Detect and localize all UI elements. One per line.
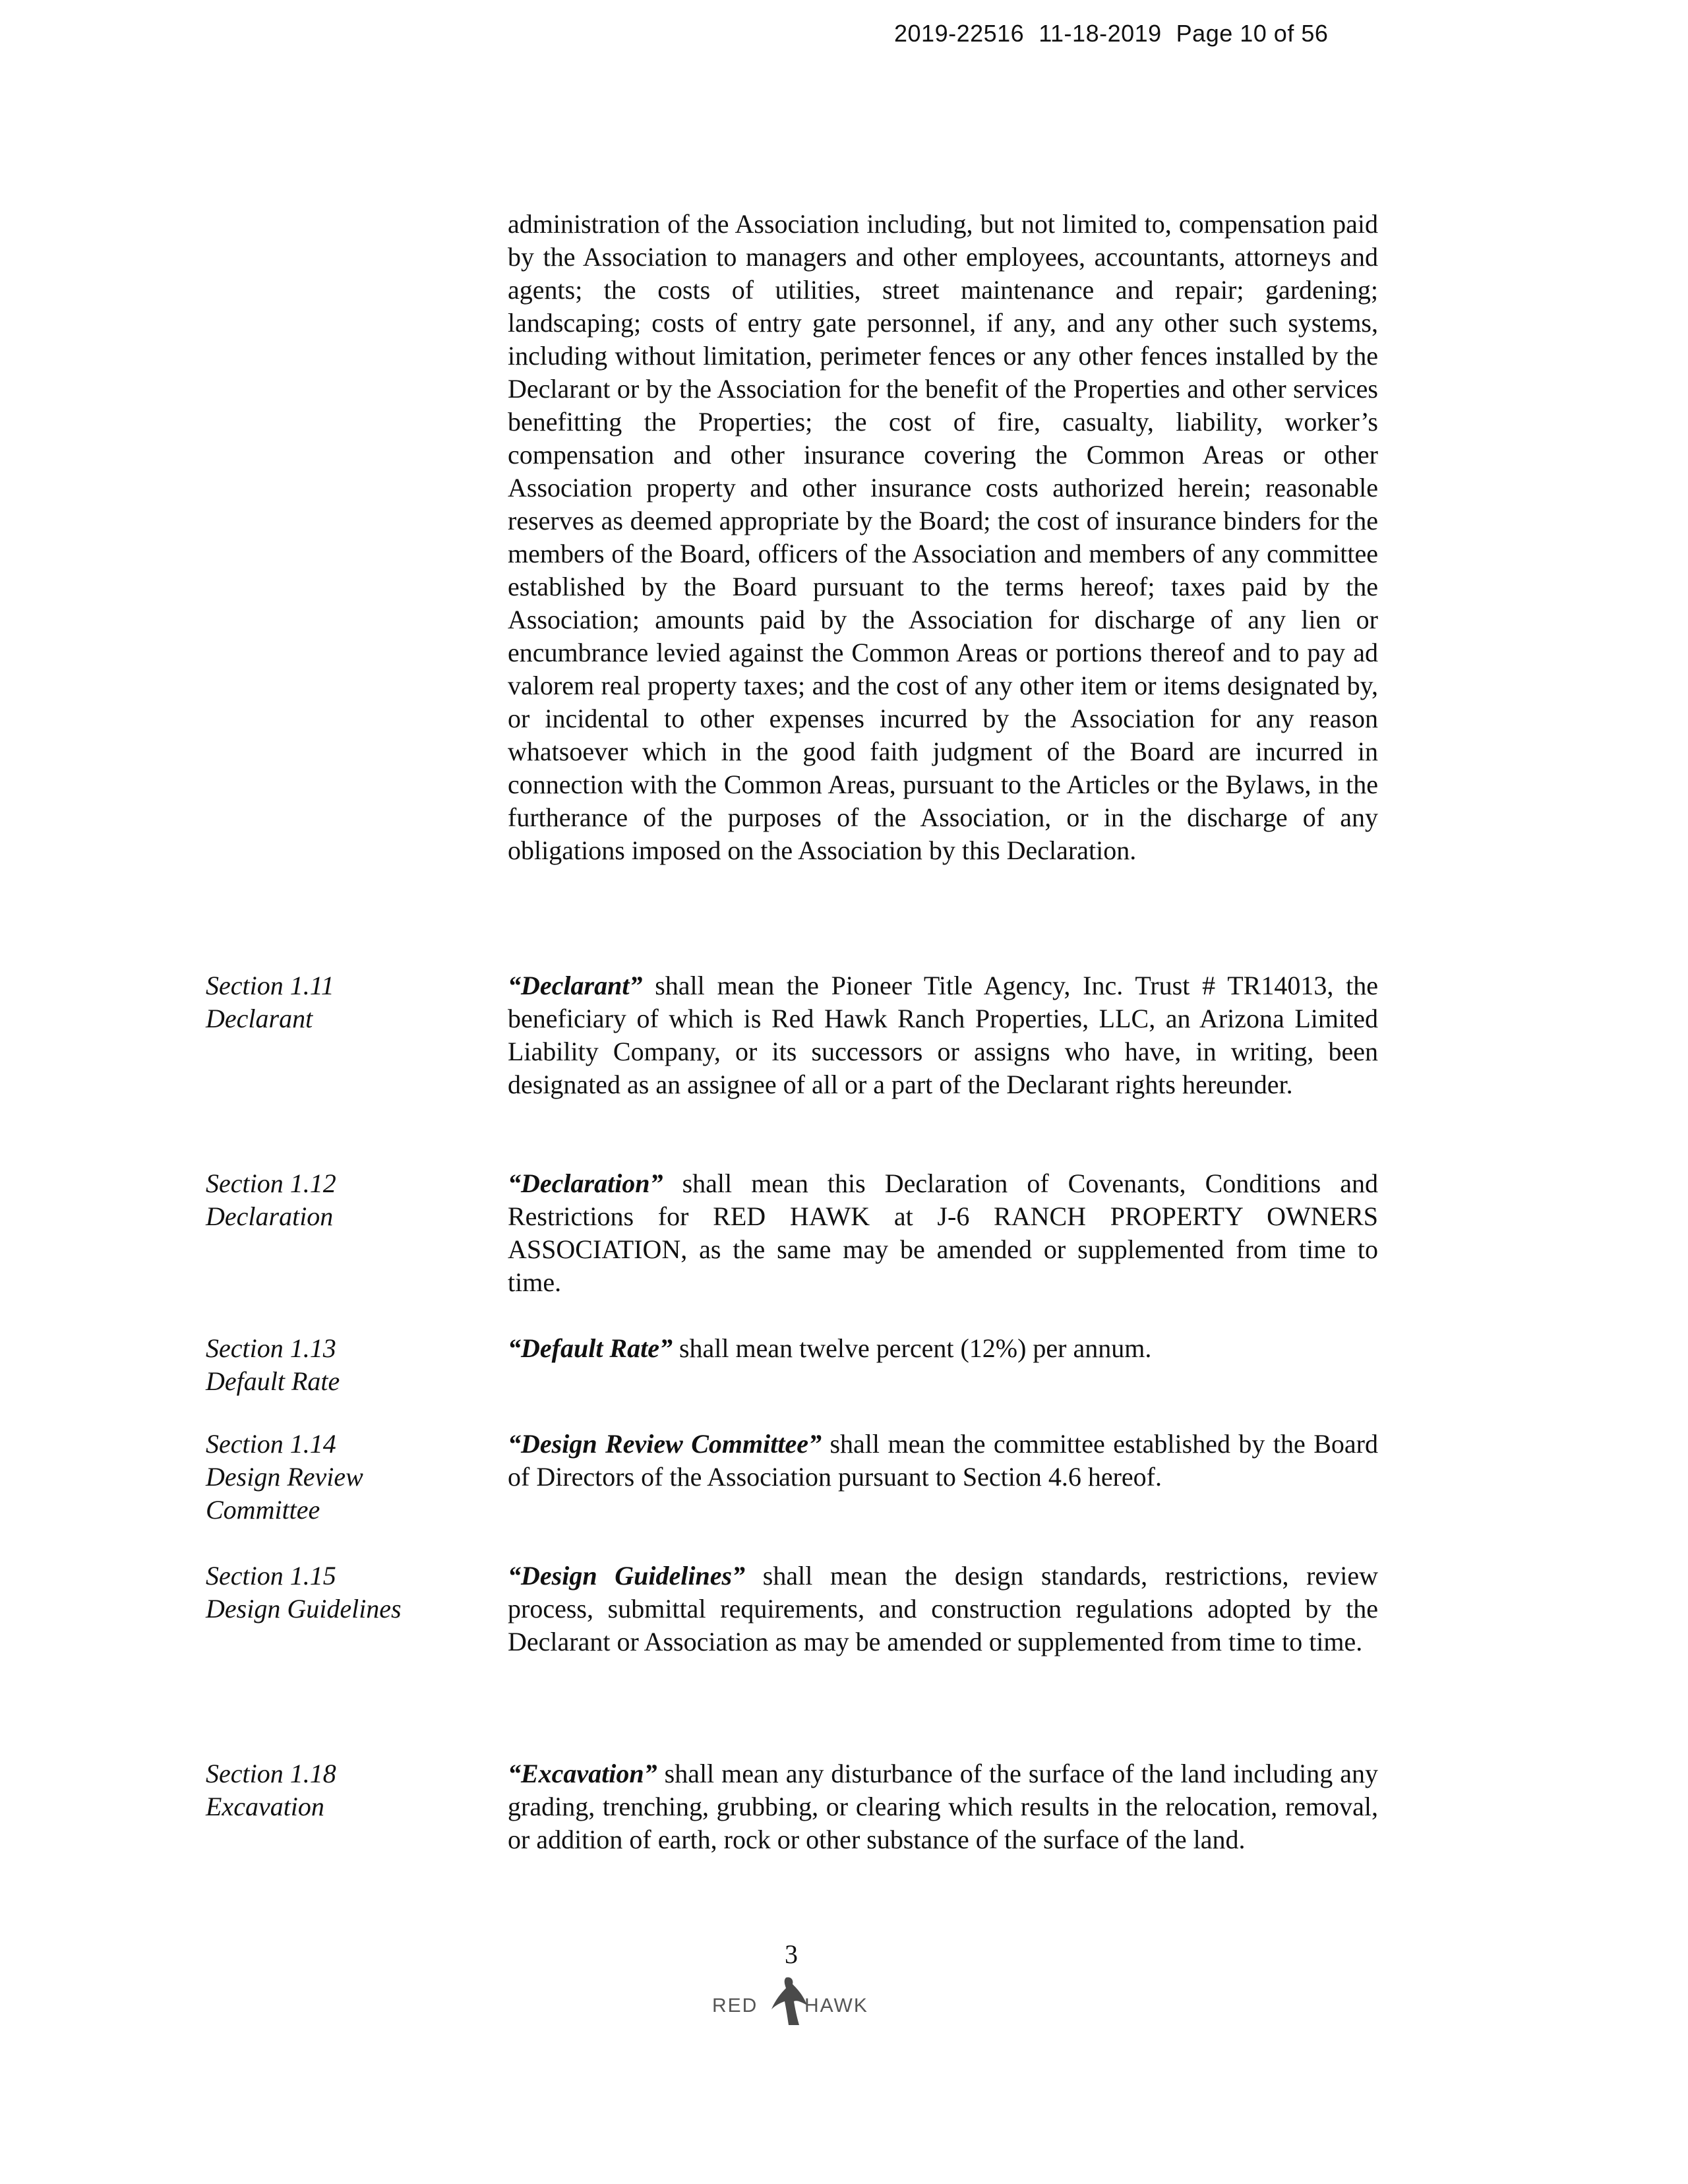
section-title: Declaration — [206, 1201, 334, 1231]
section-label — [206, 1428, 469, 1527]
defined-term: “Default Rate” — [508, 1333, 673, 1363]
defined-term: “Design Review Committee” — [508, 1429, 822, 1459]
continued-paragraph: administration of the Association including, but not limited to, compensation paid by the Association to managers and other employees, accountants, attorneys and agents; the costs of utilities, street maintenance and repair; gardening; landscaping; costs of entry gate personnel, if any, and any other such systems, including without limitation, perimeter fences or any other fences installed by the Declarant or by the Association for the benefit of the Properties and other services benefitting the Properties; the cost of fire, casualty, liability, worker’s compensation and other insurance covering the Common Areas or other Association property and other insurance costs authorized herein; reasonable reserves as deemed appropriate by the Board; the cost of insurance binders for the members of the Board, officers of the Association and members of any committee established by the Board pursuant to the terms hereof; taxes paid by the Association; amounts paid by the Association for discharge of any lien or encumbrance levied against the Common Areas or portions thereof and to pay ad valorem real property taxes; and the cost of any other item or items designated by, or incidental to other expenses incurred by the Association for any reason whatsoever which in the good faith judgment of the Board are incurred in connection with the Common Areas, pursuant to the Articles or the Bylaws, in the furtherance of the purposes of the Association, or in the discharge of any obligations imposed on the Association by this Declaration. — [508, 209, 1378, 865]
section-title: Committee — [206, 1495, 320, 1525]
section-definition — [508, 1428, 1378, 1494]
section-title: Declarant — [206, 1004, 313, 1033]
section-number: Section 1.14 — [206, 1429, 336, 1459]
recording-date: 11-18-2019 — [1039, 20, 1162, 47]
defined-term: “Design Guidelines” — [508, 1561, 746, 1591]
section-number: Section 1.15 — [206, 1561, 336, 1591]
section-definition — [508, 1332, 1378, 1365]
section-definition — [508, 1757, 1378, 1856]
section-title: Default Rate — [206, 1366, 340, 1396]
section-number: Section 1.12 — [206, 1168, 336, 1198]
section-title: Design Review — [206, 1462, 363, 1492]
section-number: Section 1.11 — [206, 971, 334, 1000]
definition-text: shall mean the design standards, restrictions, review process, submittal requirements, and construction regulations adopted by the Declarant or Association as may be amended or supplemented from time to time. — [508, 1561, 1379, 1656]
defined-term: “Excavation” — [508, 1759, 657, 1788]
defined-term: “Declaration” — [508, 1168, 663, 1198]
section-title: Design Guidelines — [206, 1594, 402, 1623]
section-number: Section 1.13 — [206, 1333, 336, 1363]
definition-text: shall mean the committee established by the Board of Directors of the Association pursuant to Section 4.6 hereof. — [508, 1429, 1378, 1492]
section-label — [206, 1560, 469, 1625]
page-count-label: Page 10 of 56 — [1176, 20, 1329, 47]
section-label — [206, 1332, 469, 1398]
section-label — [206, 1757, 469, 1823]
section-label — [206, 1167, 469, 1233]
definition-text: shall mean any disturbance of the surface of the land including any grading, trenching, grubbing, or clearing which results in the relocation, removal, or addition of earth, rock or other substance of the surface of the land. — [508, 1759, 1378, 1854]
red-hawk-logo — [712, 1975, 870, 2034]
section-definition — [508, 1167, 1378, 1299]
logo-text-left: RED — [712, 1995, 758, 2017]
section-label — [206, 969, 469, 1035]
definition-text: shall mean twelve percent (12%) per annum. — [672, 1333, 1152, 1363]
logo-text-right: HAWK — [804, 1995, 868, 2017]
defined-term: “Declarant” — [508, 971, 643, 1000]
definition-text: shall mean the Pioneer Title Agency, Inc. Trust # TR14013, the beneficiary of which is Red Hawk Ranch Properties, LLC, an Arizona Limited Liability Company, or its successors or assigns who have, in writing, been designated as an assignee of all or a part of the Declarant rights hereunder. — [508, 971, 1378, 1099]
definition-text: shall mean this Declaration of Covenants, Conditions and Restrictions for RED HAWK at J-6 RANCH PROPERTY OWNERS ASSOCIATION, as the same may be amended or supplemented from time to time. — [508, 1168, 1378, 1297]
section-title: Excavation — [206, 1792, 324, 1821]
section-definition — [508, 1560, 1378, 1658]
section-definition — [508, 969, 1378, 1101]
page-number: 3 — [785, 1939, 798, 1969]
section-number: Section 1.18 — [206, 1759, 336, 1788]
document-number: 2019-22516 — [894, 20, 1025, 47]
recording-header — [894, 20, 1328, 47]
